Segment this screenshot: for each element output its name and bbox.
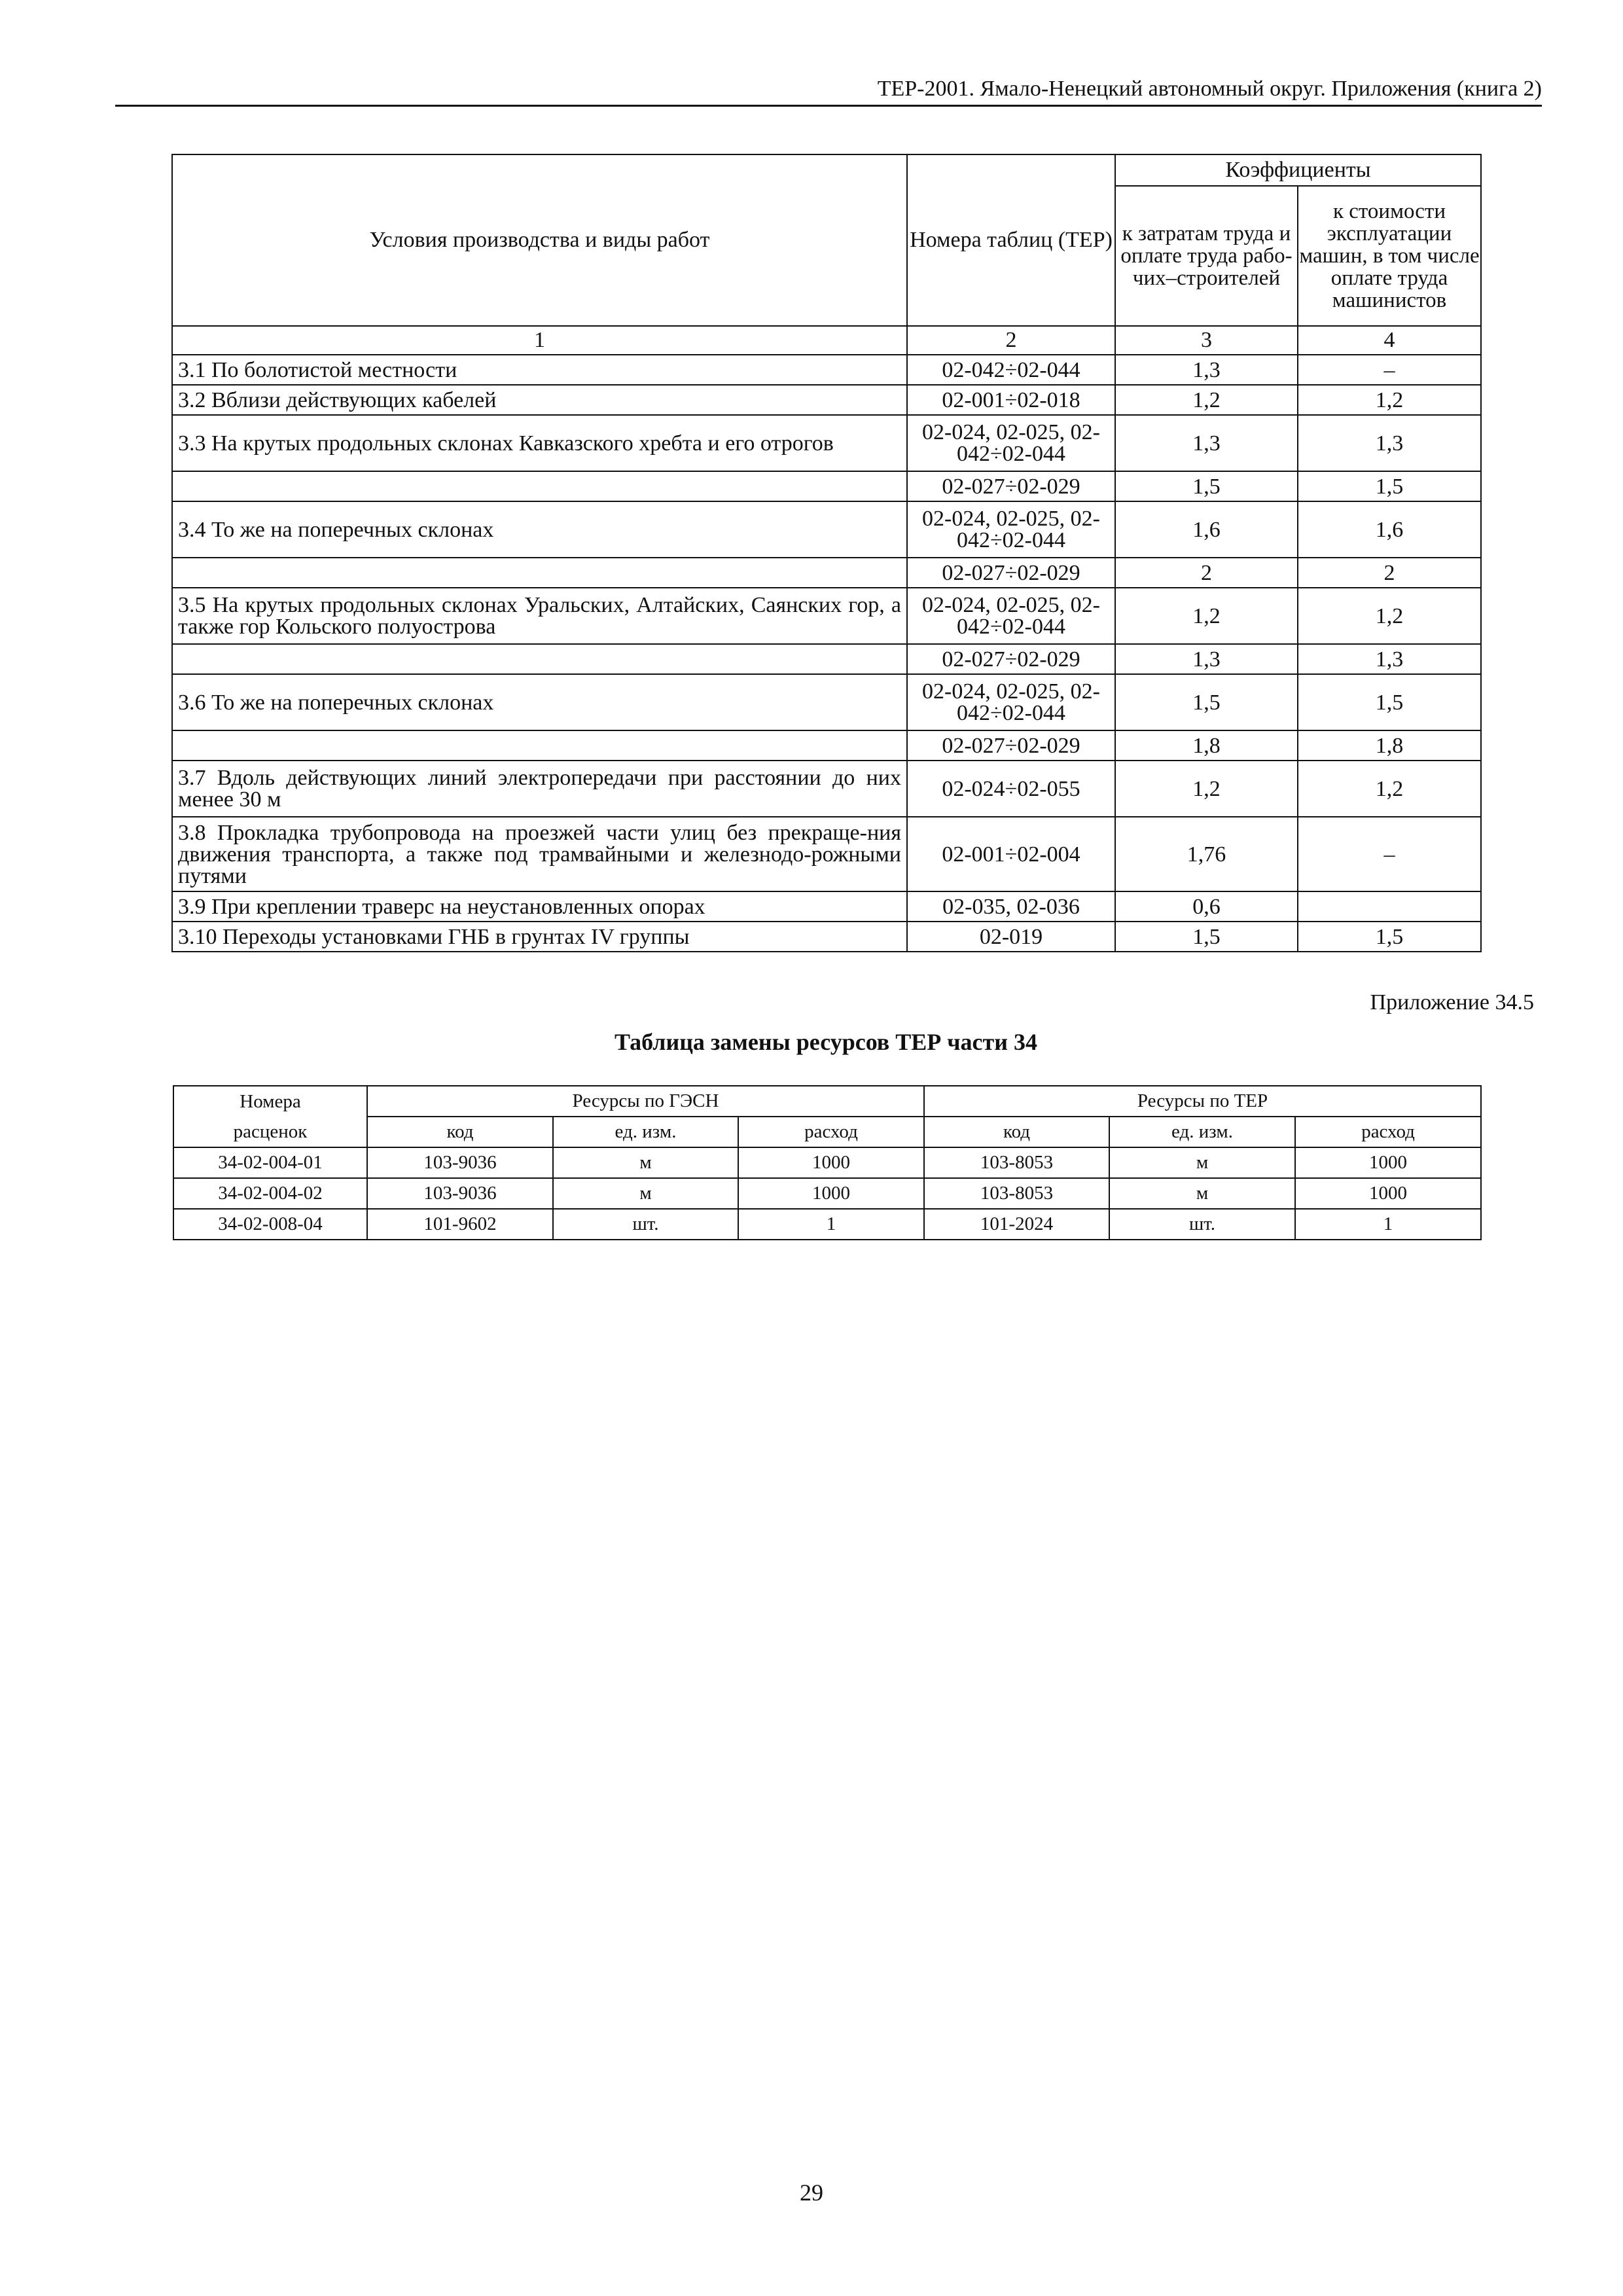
labor-coefficient-cell: 1,5 <box>1115 674 1298 730</box>
table-row <box>172 588 1481 644</box>
labor-coefficient-cell: 1,3 <box>1115 415 1298 471</box>
column-number: 2 <box>907 326 1115 355</box>
header-gesn-code: код <box>367 1117 553 1147</box>
machine-coefficient-cell: 1,3 <box>1298 415 1481 471</box>
tables-cell: 02-024, 02-025, 02-042÷02-044 <box>907 415 1115 471</box>
table-row <box>173 1178 1481 1209</box>
column-number: 3 <box>1115 326 1298 355</box>
header-rates: расценок <box>173 1117 367 1147</box>
labor-coefficient-cell: 1,5 <box>1115 922 1298 952</box>
header-gesn-resources: Ресурсы по ГЭСН <box>367 1086 924 1117</box>
tables-cell: 02-027÷02-029 <box>907 644 1115 674</box>
condition-cell: 3.10 Переходы установками ГНБ в грунтах IV группы <box>172 922 907 952</box>
gesn-unit-cell: м <box>553 1147 738 1178</box>
header-gesn-unit: ед. изм. <box>553 1117 738 1147</box>
table-row <box>172 385 1481 415</box>
table-row <box>172 471 1481 501</box>
table-row <box>172 674 1481 730</box>
page-number: 29 <box>800 2179 823 2206</box>
labor-coefficient-cell: 1,8 <box>1115 730 1298 761</box>
condition-cell <box>172 730 907 761</box>
tables-cell: 02-027÷02-029 <box>907 730 1115 761</box>
machine-coefficient-cell: 1,6 <box>1298 501 1481 558</box>
condition-cell: 3.2 Вблизи действующих кабелей <box>172 385 907 415</box>
gesn-code-cell: 103-9036 <box>367 1178 553 1209</box>
condition-cell: 3.5 На крутых продольных склонах Уральских, Алтайских, Саянских гор, а также гор Кольского полуострова <box>172 588 907 644</box>
table-row <box>172 761 1481 817</box>
ter-unit-cell: шт. <box>1109 1209 1295 1240</box>
machine-coefficient-cell: 2 <box>1298 558 1481 588</box>
tables-cell: 02-024÷02-055 <box>907 761 1115 817</box>
table-row <box>172 817 1481 891</box>
condition-cell: 3.3 На крутых продольных склонах Кавказского хребта и его отрогов <box>172 415 907 471</box>
table-row <box>172 355 1481 385</box>
table-row <box>172 501 1481 558</box>
table-row <box>172 415 1481 471</box>
header-rate-numbers: Номера <box>173 1086 367 1117</box>
condition-cell: 3.7 Вдоль действующих линий электропередачи при расстоянии до них менее 30 м <box>172 761 907 817</box>
tables-cell: 02-001÷02-004 <box>907 817 1115 891</box>
table-row <box>172 891 1481 922</box>
condition-cell: 3.1 По болотистой местности <box>172 355 907 385</box>
labor-coefficient-cell: 2 <box>1115 558 1298 588</box>
tables-cell: 02-035, 02-036 <box>907 891 1115 922</box>
ter-unit-cell: м <box>1109 1178 1295 1209</box>
column-number: 4 <box>1298 326 1481 355</box>
header-ter-amount: расход <box>1295 1117 1481 1147</box>
rate-cell: 34-02-008-04 <box>173 1209 367 1240</box>
header-machine-coefficient: к стоимости эксплуатации машин, в том числе оплате труда машинистов <box>1298 186 1481 326</box>
condition-cell: 3.4 То же на поперечных склонах <box>172 501 907 558</box>
tables-cell: 02-024, 02-025, 02-042÷02-044 <box>907 674 1115 730</box>
condition-cell: 3.8 Прокладка трубопровода на проезжей части улиц без прекраще-ния движения транспорта, а также под трамвайными и железнодо-рожными путями <box>172 817 907 891</box>
tables-cell: 02-024, 02-025, 02-042÷02-044 <box>907 501 1115 558</box>
machine-coefficient-cell: – <box>1298 355 1481 385</box>
machine-coefficient-cell: 1,5 <box>1298 922 1481 952</box>
header-table-numbers: Номера таблиц (ТЕР) <box>907 154 1115 326</box>
table-row <box>173 1209 1481 1240</box>
gesn-unit-cell: м <box>553 1178 738 1209</box>
machine-coefficient-cell <box>1298 891 1481 922</box>
ter-amount-cell: 1000 <box>1295 1147 1481 1178</box>
appendix-label: Приложение 34.5 <box>1370 990 1534 1014</box>
ter-unit-cell: м <box>1109 1147 1295 1178</box>
labor-coefficient-cell: 1,2 <box>1115 385 1298 415</box>
tables-cell: 02-042÷02-044 <box>907 355 1115 385</box>
machine-coefficient-cell: – <box>1298 817 1481 891</box>
machine-coefficient-cell: 1,2 <box>1298 761 1481 817</box>
labor-coefficient-cell: 1,76 <box>1115 817 1298 891</box>
header-ter-resources: Ресурсы по ТЕР <box>924 1086 1481 1117</box>
header-labor-coefficient: к затратам труда и оплате труда рабо-чих–строителей <box>1115 186 1298 326</box>
table-row <box>172 644 1481 674</box>
resource-replacement-table <box>173 1085 1482 1240</box>
running-header <box>115 73 1542 107</box>
table-row <box>172 922 1481 952</box>
gesn-amount-cell: 1000 <box>738 1178 924 1209</box>
gesn-code-cell: 101-9602 <box>367 1209 553 1240</box>
table-row <box>172 558 1481 588</box>
gesn-unit-cell: шт. <box>553 1209 738 1240</box>
gesn-amount-cell: 1 <box>738 1209 924 1240</box>
condition-cell <box>172 471 907 501</box>
condition-cell: 3.9 При креплении траверс на неустановленных опорах <box>172 891 907 922</box>
tables-cell: 02-027÷02-029 <box>907 558 1115 588</box>
tables-cell: 02-024, 02-025, 02-042÷02-044 <box>907 588 1115 644</box>
ter-amount-cell: 1000 <box>1295 1178 1481 1209</box>
coefficients-table <box>171 154 1482 952</box>
table-row <box>173 1147 1481 1178</box>
header-coefficients: Коэффициенты <box>1115 154 1481 186</box>
rate-cell: 34-02-004-02 <box>173 1178 367 1209</box>
labor-coefficient-cell: 1,3 <box>1115 644 1298 674</box>
labor-coefficient-cell: 1,2 <box>1115 761 1298 817</box>
header-conditions: Условия производства и виды работ <box>172 154 907 326</box>
rate-cell: 34-02-004-01 <box>173 1147 367 1178</box>
header-ter-code: код <box>924 1117 1109 1147</box>
machine-coefficient-cell: 1,3 <box>1298 644 1481 674</box>
ter-amount-cell: 1 <box>1295 1209 1481 1240</box>
tables-cell: 02-027÷02-029 <box>907 471 1115 501</box>
gesn-code-cell: 103-9036 <box>367 1147 553 1178</box>
column-number: 1 <box>172 326 907 355</box>
machine-coefficient-cell: 1,8 <box>1298 730 1481 761</box>
condition-cell <box>172 558 907 588</box>
labor-coefficient-cell: 1,2 <box>1115 588 1298 644</box>
machine-coefficient-cell: 1,5 <box>1298 471 1481 501</box>
gesn-amount-cell: 1000 <box>738 1147 924 1178</box>
ter-code-cell: 103-8053 <box>924 1147 1109 1178</box>
header-gesn-amount: расход <box>738 1117 924 1147</box>
labor-coefficient-cell: 0,6 <box>1115 891 1298 922</box>
condition-cell <box>172 644 907 674</box>
machine-coefficient-cell: 1,2 <box>1298 385 1481 415</box>
labor-coefficient-cell: 1,3 <box>1115 355 1298 385</box>
running-title: ТЕР-2001. Ямало-Ненецкий автономный округ. Приложения (книга 2) <box>877 77 1542 101</box>
tables-cell: 02-019 <box>907 922 1115 952</box>
header-ter-unit: ед. изм. <box>1109 1117 1295 1147</box>
labor-coefficient-cell: 1,5 <box>1115 471 1298 501</box>
labor-coefficient-cell: 1,6 <box>1115 501 1298 558</box>
machine-coefficient-cell: 1,5 <box>1298 674 1481 730</box>
appendix-title: Таблица замены ресурсов ТЕР части 34 <box>615 1029 1037 1055</box>
table-row <box>172 730 1481 761</box>
ter-code-cell: 101-2024 <box>924 1209 1109 1240</box>
condition-cell: 3.6 То же на поперечных склонах <box>172 674 907 730</box>
ter-code-cell: 103-8053 <box>924 1178 1109 1209</box>
machine-coefficient-cell: 1,2 <box>1298 588 1481 644</box>
tables-cell: 02-001÷02-018 <box>907 385 1115 415</box>
